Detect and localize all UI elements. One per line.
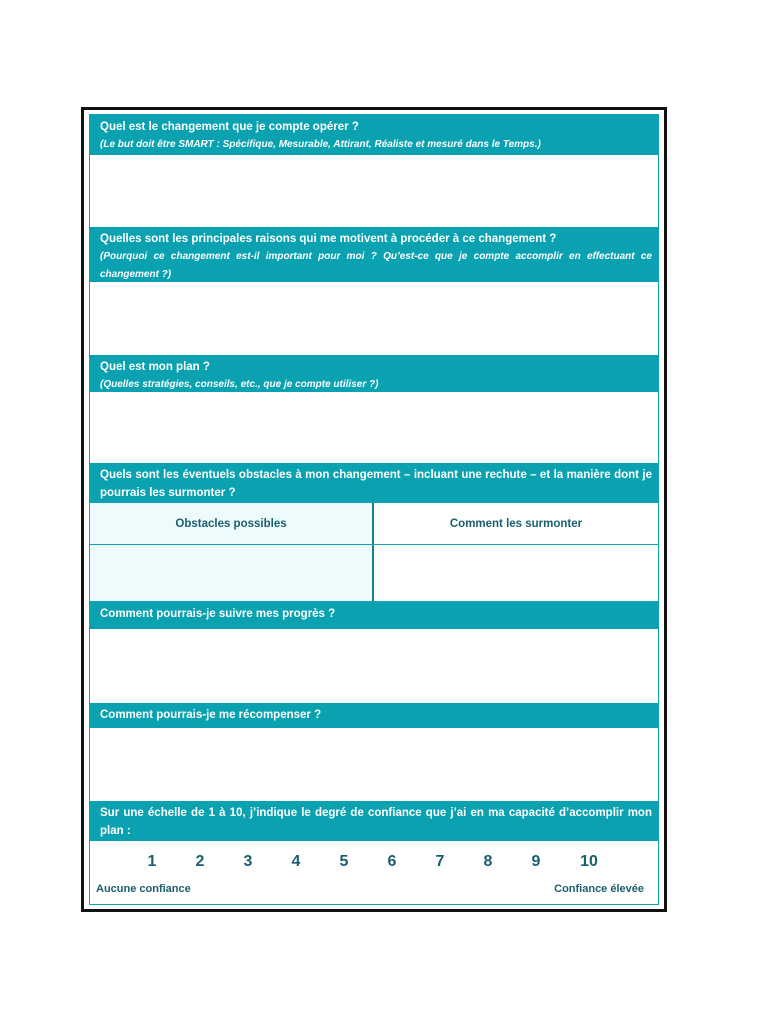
solutions-column-header: Comment les surmonter (374, 503, 658, 545)
question-header-confidence (90, 801, 658, 841)
question-reasons-subtitle: (Pourquoi ce changement est-il important pour moi ? Qu’est-ce que je compte accomplir en effectuant ce changement ?) (100, 251, 652, 280)
scale-option-4[interactable]: 4 (291, 853, 301, 870)
question-header-progress (90, 602, 658, 629)
answer-area-reward[interactable] (90, 728, 658, 801)
form-inner (89, 114, 659, 905)
scale-option-1[interactable]: 1 (147, 853, 157, 870)
answer-area-progress[interactable] (90, 629, 658, 703)
question-reward-title: Comment pourrais-je me récompenser ? (100, 709, 322, 721)
question-header-plan (90, 355, 658, 392)
scale-option-3[interactable]: 3 (243, 853, 253, 870)
question-header-change (90, 115, 658, 155)
scale-option-2[interactable]: 2 (195, 853, 205, 870)
question-plan-subtitle: (Quelles stratégies, conseils, etc., que je compte utiliser ?) (100, 379, 379, 390)
question-confidence-title: Sur une échelle de 1 à 10, j’indique le degré de confiance que j’ai en ma capacité d’accomplir mon plan : (100, 807, 652, 837)
scale-option-7[interactable]: 7 (435, 853, 445, 870)
answer-area-reasons[interactable] (90, 282, 658, 355)
answer-area-change[interactable] (90, 155, 658, 227)
scale-option-8[interactable]: 8 (483, 853, 493, 870)
answer-area-plan[interactable] (90, 392, 658, 463)
scale-option-10[interactable]: 10 (580, 853, 598, 870)
question-header-reasons (90, 227, 658, 282)
scale-numbers (90, 853, 658, 881)
question-reasons-title: Quelles sont les principales raisons qui me motivent à procéder à ce changement ? (100, 233, 557, 245)
question-change-title: Quel est le changement que je compte opérer ? (100, 121, 359, 133)
goal-form (81, 107, 667, 912)
obstacles-answer-cell[interactable] (90, 545, 374, 601)
question-plan-title: Quel est mon plan ? (100, 361, 210, 373)
scale-option-5[interactable]: 5 (339, 853, 349, 870)
scale-option-9[interactable]: 9 (531, 853, 541, 870)
solutions-answer-cell[interactable] (374, 545, 658, 601)
scale-option-6[interactable]: 6 (387, 853, 397, 870)
question-header-obstacles (90, 463, 658, 503)
question-obstacles-title: Quels sont les éventuels obstacles à mon changement – incluant une rechute – et la manière dont je pourrais les surmonter ? (100, 469, 652, 499)
question-change-subtitle: (Le but doit être SMART : Spécifique, Mesurable, Attirant, Réaliste et mesuré dans le Temps.) (100, 139, 541, 150)
question-header-reward (90, 703, 658, 728)
question-progress-title: Comment pourrais-je suivre mes progrès ? (100, 608, 336, 620)
obstacles-table (90, 503, 658, 602)
confidence-scale (90, 841, 658, 904)
scale-low-label: Aucune confiance (96, 883, 191, 895)
obstacles-column-header: Obstacles possibles (90, 503, 374, 545)
scale-high-label: Confiance élevée (554, 883, 644, 895)
